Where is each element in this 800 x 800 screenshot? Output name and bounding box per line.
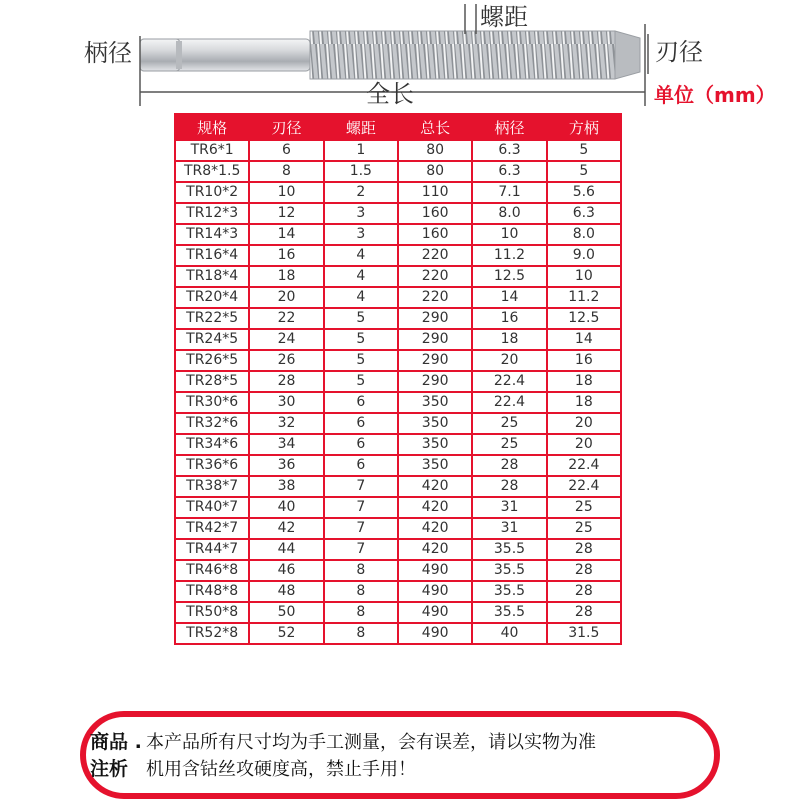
cell-blade-diameter: 42 — [249, 518, 323, 539]
table-row — [175, 560, 621, 581]
cell-total-length: 350 — [398, 413, 472, 434]
cell-total-length: 350 — [398, 455, 472, 476]
cell-blade-diameter: 28 — [249, 371, 323, 392]
note-line-1: 本产品所有尺寸均为手工测量，会有误差，请以实物为准 — [146, 732, 596, 753]
cell-square-shank: 25 — [547, 497, 621, 518]
table-row — [175, 497, 621, 518]
cell-pitch: 6 — [324, 434, 398, 455]
cell-shank-diameter: 28 — [472, 476, 546, 497]
cell-blade-diameter: 34 — [249, 434, 323, 455]
cell-spec: TR6*1 — [175, 140, 249, 161]
cell-square-shank: 28 — [547, 539, 621, 560]
cell-total-length: 80 — [398, 161, 472, 182]
cell-spec: TR12*3 — [175, 203, 249, 224]
cell-square-shank: 22.4 — [547, 455, 621, 476]
table-row — [175, 308, 621, 329]
shank-diameter-label: 柄径 — [84, 39, 132, 67]
cell-shank-diameter: 11.2 — [472, 245, 546, 266]
note-heading-1: 商品 . — [90, 731, 142, 753]
cell-square-shank: 20 — [547, 413, 621, 434]
note-box — [80, 711, 720, 799]
cell-spec: TR50*8 — [175, 602, 249, 623]
cell-square-shank: 18 — [547, 392, 621, 413]
cell-shank-diameter: 20 — [472, 350, 546, 371]
cell-pitch: 5 — [324, 371, 398, 392]
cell-spec: TR34*6 — [175, 434, 249, 455]
spec-table — [174, 113, 622, 645]
cell-shank-diameter: 40 — [472, 623, 546, 644]
tap-threads — [310, 31, 615, 79]
cell-spec: TR38*7 — [175, 476, 249, 497]
table-row — [175, 539, 621, 560]
cell-spec: TR22*5 — [175, 308, 249, 329]
header-blade-diameter: 刃径 — [249, 114, 323, 140]
cell-total-length: 350 — [398, 392, 472, 413]
cell-blade-diameter: 14 — [249, 224, 323, 245]
cell-total-length: 290 — [398, 329, 472, 350]
cell-blade-diameter: 44 — [249, 539, 323, 560]
cell-shank-diameter: 6.3 — [472, 140, 546, 161]
cell-total-length: 110 — [398, 182, 472, 203]
cell-pitch: 7 — [324, 539, 398, 560]
table-header-row — [175, 114, 621, 140]
cell-square-shank: 5 — [547, 161, 621, 182]
cell-spec: TR48*8 — [175, 581, 249, 602]
cell-pitch: 5 — [324, 350, 398, 371]
cell-shank-diameter: 28 — [472, 455, 546, 476]
cell-blade-diameter: 18 — [249, 266, 323, 287]
cell-spec: TR36*6 — [175, 455, 249, 476]
cell-square-shank: 5.6 — [547, 182, 621, 203]
cell-spec: TR28*5 — [175, 371, 249, 392]
cell-spec: TR8*1.5 — [175, 161, 249, 182]
cell-total-length: 160 — [398, 224, 472, 245]
unit-label: 单位（mm） — [654, 83, 776, 107]
header-square-shank: 方柄 — [547, 114, 621, 140]
cell-total-length: 290 — [398, 371, 472, 392]
cell-blade-diameter: 32 — [249, 413, 323, 434]
table-row — [175, 371, 621, 392]
cell-shank-diameter: 18 — [472, 329, 546, 350]
cell-blade-diameter: 46 — [249, 560, 323, 581]
cell-total-length: 290 — [398, 308, 472, 329]
cell-spec: TR52*8 — [175, 623, 249, 644]
cell-blade-diameter: 40 — [249, 497, 323, 518]
cell-total-length: 490 — [398, 560, 472, 581]
cell-square-shank: 14 — [547, 329, 621, 350]
cell-blade-diameter: 26 — [249, 350, 323, 371]
cell-spec: TR32*6 — [175, 413, 249, 434]
cell-total-length: 220 — [398, 287, 472, 308]
pitch-label: 螺距 — [480, 3, 528, 31]
cell-shank-diameter: 22.4 — [472, 392, 546, 413]
cell-total-length: 490 — [398, 581, 472, 602]
cell-total-length: 420 — [398, 476, 472, 497]
cell-blade-diameter: 8 — [249, 161, 323, 182]
cell-shank-diameter: 35.5 — [472, 581, 546, 602]
cell-shank-diameter: 22.4 — [472, 371, 546, 392]
table-row — [175, 602, 621, 623]
cell-pitch: 7 — [324, 497, 398, 518]
table-row — [175, 161, 621, 182]
header-total-length: 总长 — [398, 114, 472, 140]
cell-square-shank: 5 — [547, 140, 621, 161]
cell-total-length: 290 — [398, 350, 472, 371]
cell-blade-diameter: 6 — [249, 140, 323, 161]
cell-pitch: 1.5 — [324, 161, 398, 182]
cell-spec: TR14*3 — [175, 224, 249, 245]
table-row — [175, 581, 621, 602]
table-row — [175, 392, 621, 413]
cell-spec: TR46*8 — [175, 560, 249, 581]
cell-shank-diameter: 25 — [472, 413, 546, 434]
cell-spec: TR10*2 — [175, 182, 249, 203]
table-row — [175, 350, 621, 371]
cell-pitch: 4 — [324, 245, 398, 266]
cell-blade-diameter: 50 — [249, 602, 323, 623]
cell-total-length: 350 — [398, 434, 472, 455]
table-row — [175, 287, 621, 308]
cell-shank-diameter: 12.5 — [472, 266, 546, 287]
table-row — [175, 329, 621, 350]
cell-spec: TR20*4 — [175, 287, 249, 308]
cell-spec: TR44*7 — [175, 539, 249, 560]
cell-blade-diameter: 20 — [249, 287, 323, 308]
cell-blade-diameter: 12 — [249, 203, 323, 224]
cell-pitch: 1 — [324, 140, 398, 161]
cell-square-shank: 25 — [547, 518, 621, 539]
cell-pitch: 4 — [324, 287, 398, 308]
cell-pitch: 8 — [324, 560, 398, 581]
cell-blade-diameter: 38 — [249, 476, 323, 497]
table-row — [175, 203, 621, 224]
cell-square-shank: 28 — [547, 602, 621, 623]
cell-blade-diameter: 22 — [249, 308, 323, 329]
cell-total-length: 220 — [398, 266, 472, 287]
cell-pitch: 5 — [324, 329, 398, 350]
cell-pitch: 8 — [324, 623, 398, 644]
note-line-2: 机用含钴丝攻硬度高，禁止手用！ — [146, 759, 416, 780]
header-pitch: 螺距 — [324, 114, 398, 140]
cell-shank-diameter: 31 — [472, 518, 546, 539]
cell-square-shank: 10 — [547, 266, 621, 287]
cell-shank-diameter: 35.5 — [472, 539, 546, 560]
cell-pitch: 2 — [324, 182, 398, 203]
cell-blade-diameter: 24 — [249, 329, 323, 350]
note-heading-1-text: 商品 — [90, 731, 129, 753]
table-row — [175, 434, 621, 455]
cell-pitch: 7 — [324, 518, 398, 539]
cell-square-shank: 9.0 — [547, 245, 621, 266]
header-shank-diameter: 柄径 — [472, 114, 546, 140]
cell-pitch: 5 — [324, 308, 398, 329]
cell-total-length: 220 — [398, 245, 472, 266]
cell-total-length: 420 — [398, 518, 472, 539]
cell-spec: TR16*4 — [175, 245, 249, 266]
cell-pitch: 8 — [324, 581, 398, 602]
cell-spec: TR18*4 — [175, 266, 249, 287]
cell-spec: TR40*7 — [175, 497, 249, 518]
table-row — [175, 413, 621, 434]
cell-total-length: 490 — [398, 623, 472, 644]
cell-square-shank: 18 — [547, 371, 621, 392]
cell-shank-diameter: 31 — [472, 497, 546, 518]
cell-shank-diameter: 35.5 — [472, 602, 546, 623]
header-spec: 规格 — [175, 114, 249, 140]
cell-pitch: 4 — [324, 266, 398, 287]
cell-shank-diameter: 8.0 — [472, 203, 546, 224]
cell-total-length: 80 — [398, 140, 472, 161]
table-row — [175, 518, 621, 539]
cell-square-shank: 28 — [547, 560, 621, 581]
cell-square-shank: 6.3 — [547, 203, 621, 224]
cell-total-length: 490 — [398, 602, 472, 623]
cell-blade-diameter: 10 — [249, 182, 323, 203]
table-body — [175, 140, 621, 644]
cell-square-shank: 28 — [547, 581, 621, 602]
table-row — [175, 182, 621, 203]
cell-spec: TR30*6 — [175, 392, 249, 413]
cell-pitch: 8 — [324, 602, 398, 623]
table-row — [175, 623, 621, 644]
cell-shank-diameter: 10 — [472, 224, 546, 245]
cell-blade-diameter: 36 — [249, 455, 323, 476]
cell-shank-diameter: 35.5 — [472, 560, 546, 581]
cell-blade-diameter: 48 — [249, 581, 323, 602]
cell-square-shank: 12.5 — [547, 308, 621, 329]
cell-total-length: 420 — [398, 497, 472, 518]
cell-pitch: 3 — [324, 224, 398, 245]
cell-square-shank: 31.5 — [547, 623, 621, 644]
cell-shank-diameter: 25 — [472, 434, 546, 455]
cell-square-shank: 8.0 — [547, 224, 621, 245]
cell-total-length: 420 — [398, 539, 472, 560]
note-heading-2: 注析 — [90, 758, 129, 780]
cell-pitch: 6 — [324, 392, 398, 413]
cell-blade-diameter: 16 — [249, 245, 323, 266]
cell-blade-diameter: 52 — [249, 623, 323, 644]
cell-square-shank: 11.2 — [547, 287, 621, 308]
table-row — [175, 224, 621, 245]
cell-shank-diameter: 6.3 — [472, 161, 546, 182]
cell-shank-diameter: 7.1 — [472, 182, 546, 203]
cell-pitch: 6 — [324, 413, 398, 434]
cell-pitch: 3 — [324, 203, 398, 224]
cell-shank-diameter: 16 — [472, 308, 546, 329]
cell-spec: TR24*5 — [175, 329, 249, 350]
table-row — [175, 140, 621, 161]
table-row — [175, 476, 621, 497]
blade-diameter-label: 刃径 — [655, 38, 703, 66]
table-row — [175, 245, 621, 266]
cell-pitch: 6 — [324, 455, 398, 476]
cell-spec: TR26*5 — [175, 350, 249, 371]
cell-pitch: 7 — [324, 476, 398, 497]
cell-square-shank: 22.4 — [547, 476, 621, 497]
cell-square-shank: 16 — [547, 350, 621, 371]
table-row — [175, 455, 621, 476]
cell-blade-diameter: 30 — [249, 392, 323, 413]
total-length-label: 全长 — [366, 80, 414, 108]
cell-square-shank: 20 — [547, 434, 621, 455]
cell-total-length: 160 — [398, 203, 472, 224]
cell-spec: TR42*7 — [175, 518, 249, 539]
table-row — [175, 266, 621, 287]
cell-shank-diameter: 14 — [472, 287, 546, 308]
